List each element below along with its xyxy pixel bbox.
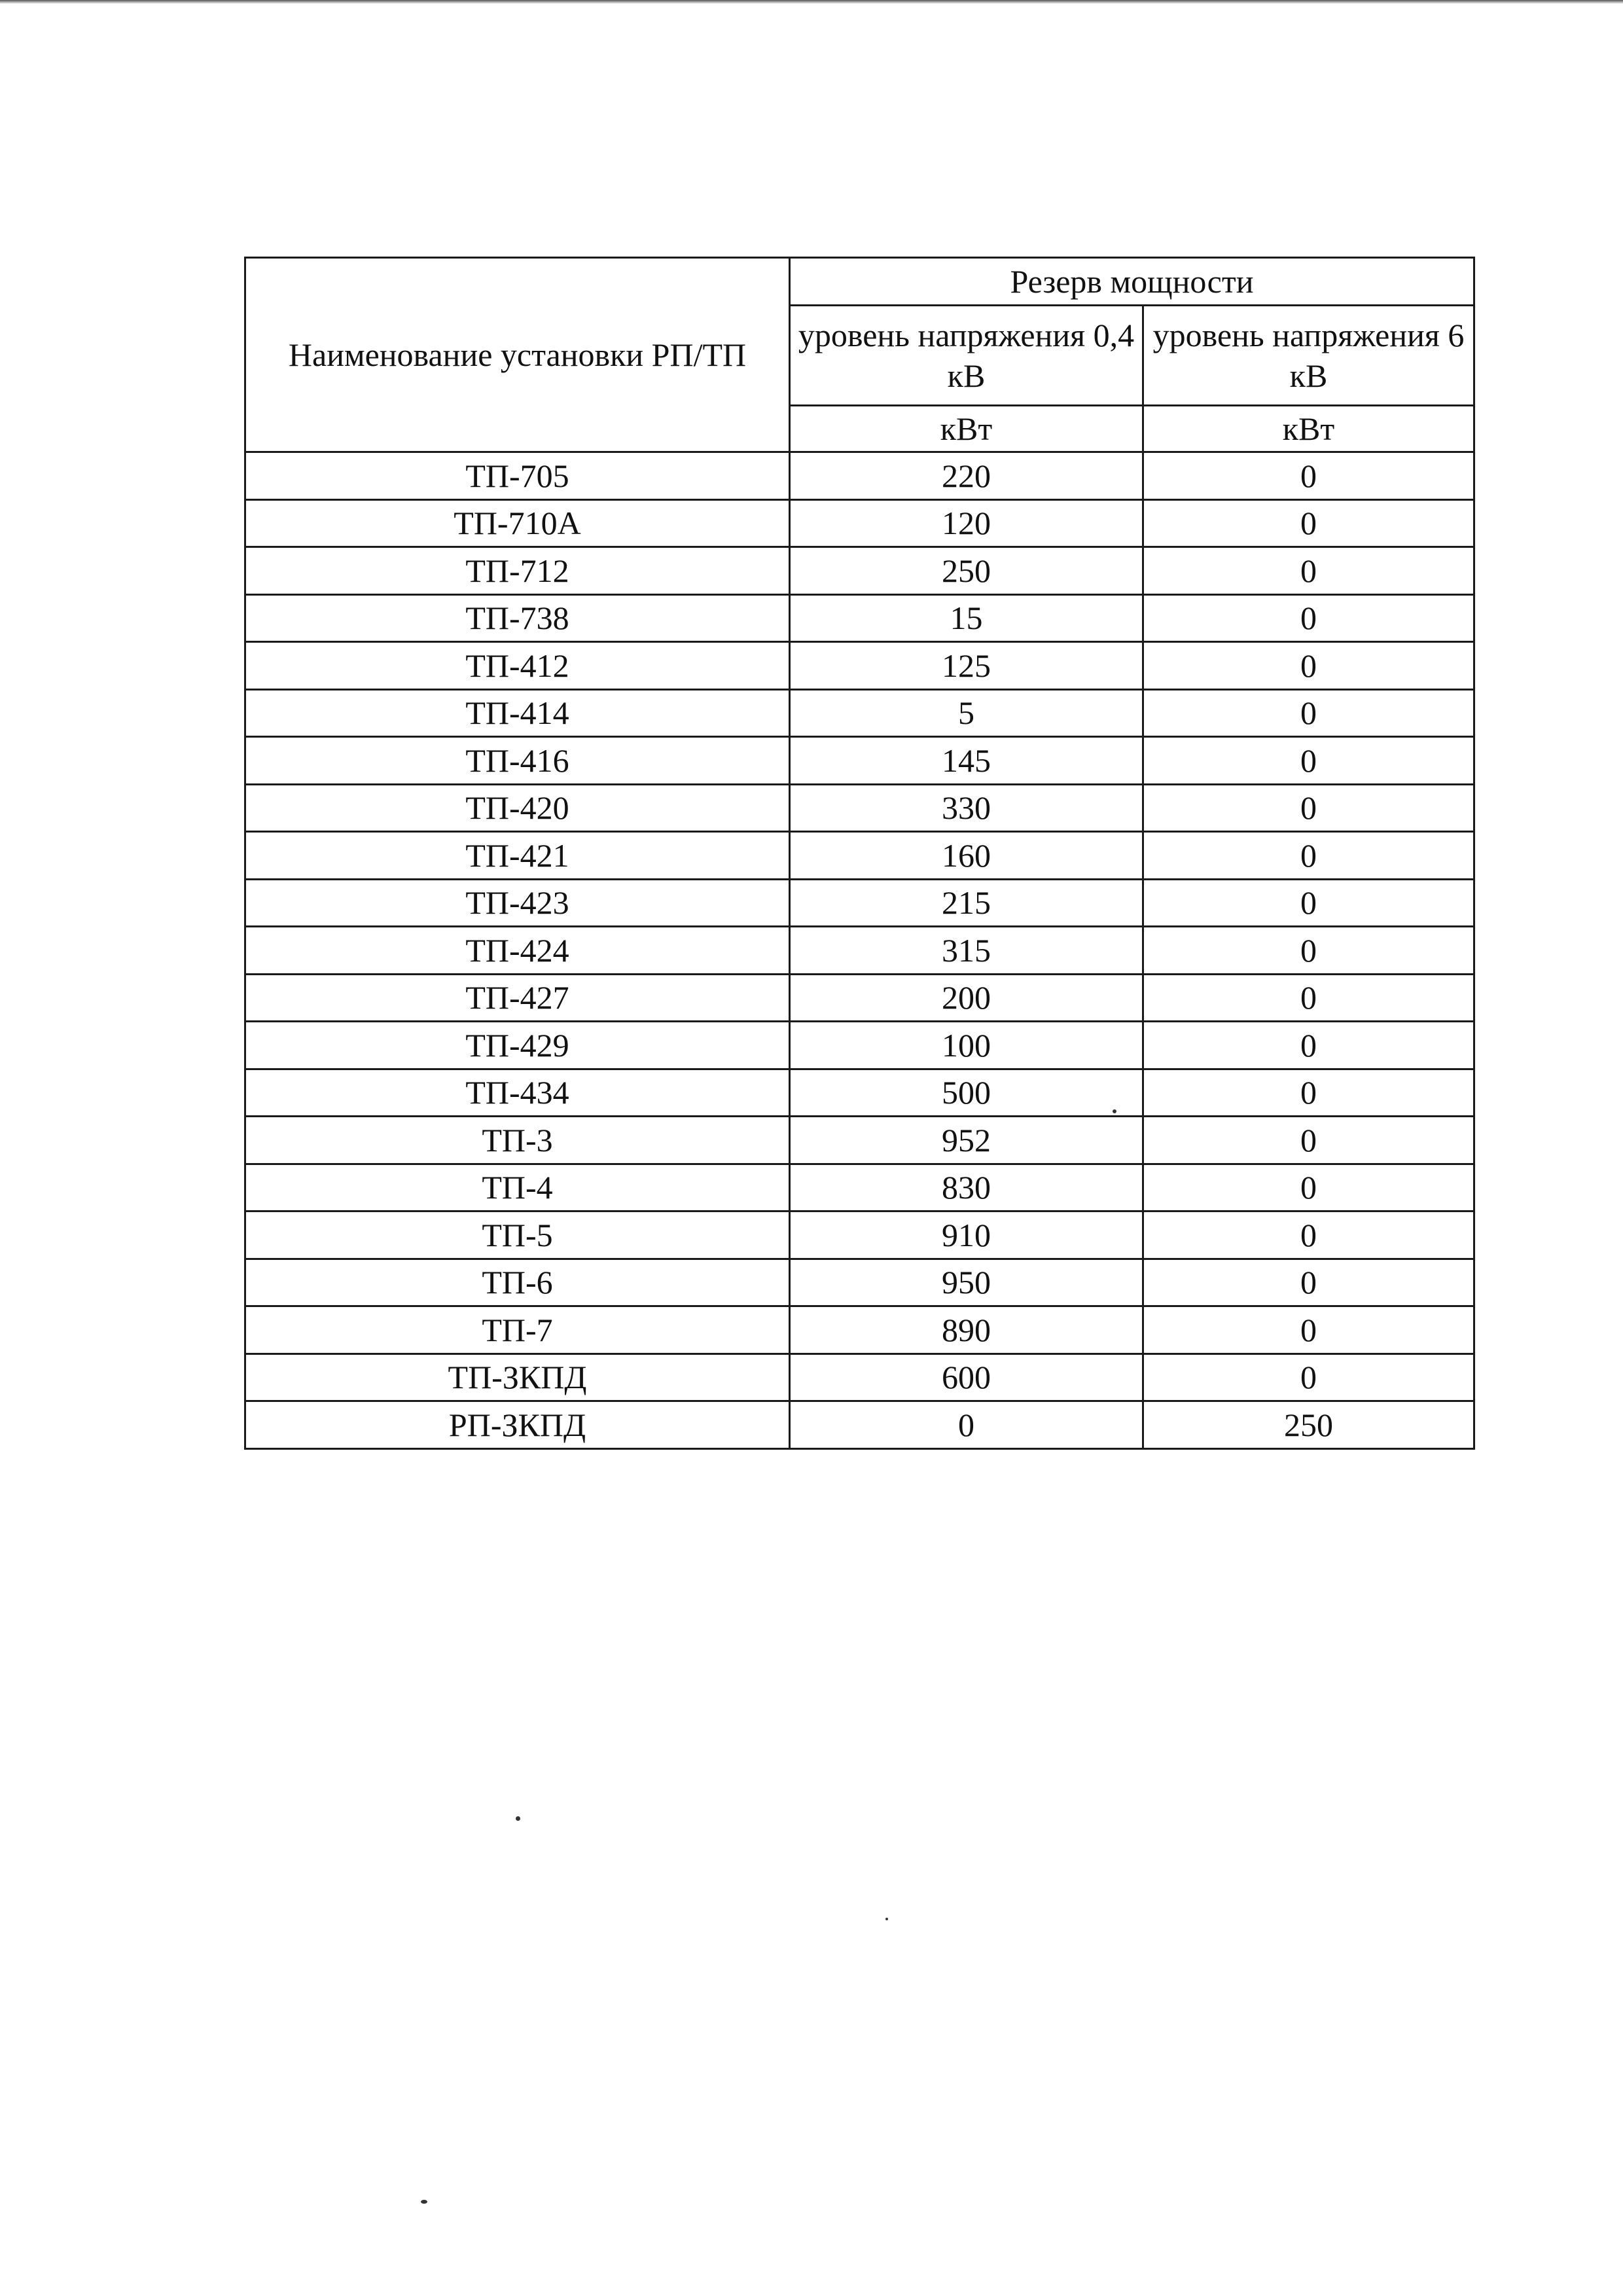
cell-reserve-04kv: 910 [790,1211,1143,1259]
cell-installation-name: ТП-424 [245,927,790,975]
scan-speck [516,1816,520,1821]
scan-speck [1113,1109,1116,1113]
header-unit-6kv: кВт [1143,406,1474,452]
cell-reserve-04kv: 120 [790,499,1143,547]
cell-reserve-04kv: 15 [790,594,1143,642]
cell-installation-name: ТП-414 [245,689,790,737]
scan-speck [885,1918,888,1920]
cell-reserve-6kv: 0 [1143,832,1474,880]
cell-reserve-6kv: 0 [1143,1259,1474,1306]
table-row [245,1069,1474,1117]
table-row [245,1022,1474,1069]
cell-installation-name: ТП-427 [245,974,790,1022]
table-row [245,1117,1474,1164]
table-row [245,1306,1474,1354]
cell-installation-name: ТП-3 [245,1117,790,1164]
cell-reserve-6kv: 0 [1143,879,1474,927]
table-row [245,832,1474,880]
table-row [245,974,1474,1022]
cell-installation-name: ТП-705 [245,452,790,500]
table-row [245,1211,1474,1259]
table-row [245,1164,1474,1211]
table-row [245,784,1474,832]
cell-reserve-6kv: 0 [1143,1022,1474,1069]
cell-reserve-04kv: 500 [790,1069,1143,1117]
cell-reserve-04kv: 330 [790,784,1143,832]
cell-reserve-6kv: 250 [1143,1401,1474,1449]
cell-reserve-6kv: 0 [1143,594,1474,642]
table-row [245,1259,1474,1306]
cell-reserve-04kv: 950 [790,1259,1143,1306]
cell-installation-name: ТП-5 [245,1211,790,1259]
header-level-6kv: уровень напряжения 6 кВ [1143,306,1474,406]
cell-reserve-04kv: 145 [790,737,1143,785]
cell-reserve-04kv: 125 [790,642,1143,690]
cell-installation-name: ТП-434 [245,1069,790,1117]
cell-reserve-04kv: 100 [790,1022,1143,1069]
cell-reserve-6kv: 0 [1143,927,1474,975]
cell-reserve-6kv: 0 [1143,642,1474,690]
cell-reserve-04kv: 200 [790,974,1143,1022]
cell-installation-name: РП-ЗКПД [245,1401,790,1449]
cell-reserve-04kv: 220 [790,452,1143,500]
cell-reserve-04kv: 0 [790,1401,1143,1449]
cell-reserve-6kv: 0 [1143,499,1474,547]
cell-reserve-6kv: 0 [1143,452,1474,500]
table-row [245,499,1474,547]
table-row [245,1354,1474,1401]
cell-reserve-04kv: 160 [790,832,1143,880]
cell-installation-name: ТП-420 [245,784,790,832]
cell-installation-name: ТП-4 [245,1164,790,1211]
cell-installation-name: ТП-6 [245,1259,790,1306]
table-row [245,547,1474,595]
power-reserve-table [244,257,1475,1450]
cell-reserve-6kv: 0 [1143,1306,1474,1354]
scan-edge [0,0,1623,4]
table-row [245,927,1474,975]
cell-reserve-6kv: 0 [1143,784,1474,832]
cell-reserve-04kv: 5 [790,689,1143,737]
scan-speck [421,2200,427,2204]
cell-installation-name: ТП-738 [245,594,790,642]
table-row [245,642,1474,690]
cell-installation-name: ТП-712 [245,547,790,595]
table-row [245,594,1474,642]
table-row [245,452,1474,500]
header-power-reserve: Резерв мощности [790,258,1474,306]
cell-reserve-6kv: 0 [1143,1069,1474,1117]
cell-reserve-6kv: 0 [1143,547,1474,595]
cell-installation-name: ТП-412 [245,642,790,690]
header-level-04kv: уровень напряжения 0,4 кВ [790,306,1143,406]
header-unit-04kv: кВт [790,406,1143,452]
cell-reserve-04kv: 830 [790,1164,1143,1211]
cell-reserve-6kv: 0 [1143,689,1474,737]
table-row [245,879,1474,927]
table-row [245,689,1474,737]
cell-reserve-6kv: 0 [1143,1164,1474,1211]
cell-reserve-04kv: 890 [790,1306,1143,1354]
cell-installation-name: ТП-710А [245,499,790,547]
header-name-column: Наименование установки РП/ТП [245,258,790,452]
table-row [245,737,1474,785]
cell-reserve-6kv: 0 [1143,1211,1474,1259]
cell-reserve-6kv: 0 [1143,1117,1474,1164]
cell-installation-name: ТП-423 [245,879,790,927]
cell-reserve-6kv: 0 [1143,974,1474,1022]
cell-installation-name: ТП-7 [245,1306,790,1354]
cell-installation-name: ТП-ЗКПД [245,1354,790,1401]
cell-reserve-04kv: 215 [790,879,1143,927]
cell-reserve-04kv: 315 [790,927,1143,975]
cell-installation-name: ТП-421 [245,832,790,880]
cell-reserve-6kv: 0 [1143,1354,1474,1401]
cell-installation-name: ТП-416 [245,737,790,785]
cell-reserve-04kv: 952 [790,1117,1143,1164]
table-row [245,1401,1474,1449]
cell-reserve-04kv: 250 [790,547,1143,595]
cell-reserve-6kv: 0 [1143,737,1474,785]
cell-reserve-04kv: 600 [790,1354,1143,1401]
cell-installation-name: ТП-429 [245,1022,790,1069]
